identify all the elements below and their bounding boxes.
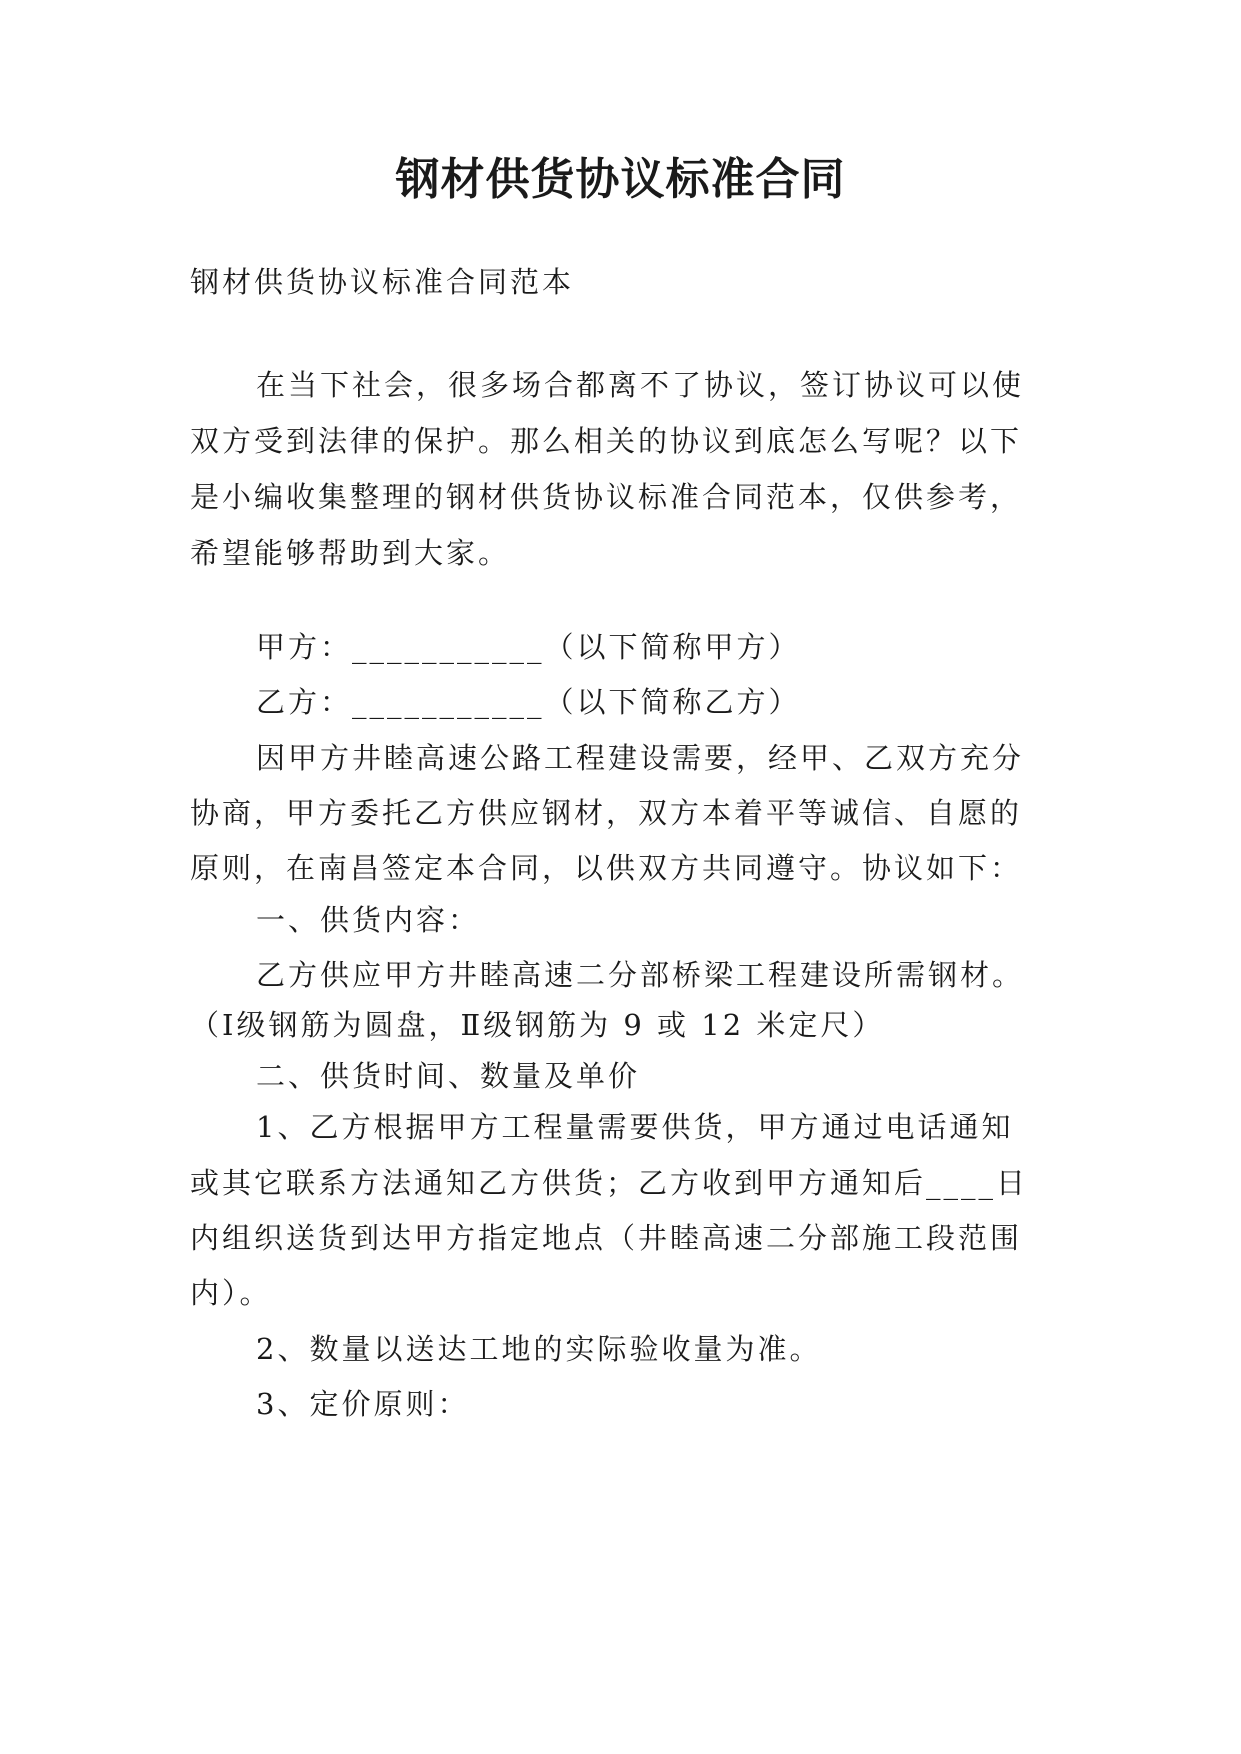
section-1-line: （Ⅰ级钢筋为圆盘，Ⅱ级钢筋为 9 或 12 米定尺） xyxy=(190,1008,885,1042)
clause-1-line: 1、乙方根据甲方工程量需要供货，甲方通过电话通知 xyxy=(256,1110,1014,1144)
clause-2-line: 2、数量以送达工地的实际验收量为准。 xyxy=(256,1332,822,1366)
intro-paragraph-line: 希望能够帮助到大家。 xyxy=(190,536,511,570)
section-2-heading: 二、供货时间、数量及单价 xyxy=(256,1059,641,1093)
party-b-line: 乙方：___________（以下简称乙方） xyxy=(256,685,801,719)
document-subtitle: 钢材供货协议标准合同范本 xyxy=(190,265,575,299)
preamble-line: 因甲方井睦高速公路工程建设需要，经甲、乙双方充分 xyxy=(256,741,1025,775)
clause-3-line: 3、定价原则： xyxy=(256,1387,470,1421)
clause-1-line: 或其它联系方法通知乙方供货；乙方收到甲方通知后____日 xyxy=(190,1166,1029,1200)
document-title: 钢材供货协议标准合同 xyxy=(395,154,846,205)
clause-1-line: 内）。 xyxy=(190,1276,272,1310)
intro-paragraph-line: 是小编收集整理的钢材供货协议标准合同范本，仅供参考， xyxy=(190,480,1023,514)
section-1-heading: 一、供货内容： xyxy=(256,903,481,937)
preamble-line: 协商，甲方委托乙方供应钢材，双方本着平等诚信、自愿的 xyxy=(190,796,1023,830)
section-1-line: 乙方供应甲方井睦高速二分部桥梁工程建设所需钢材。 xyxy=(256,958,1025,992)
intro-paragraph-line: 在当下社会，很多场合都离不了协议，签订协议可以使 xyxy=(256,368,1025,402)
preamble-line: 原则，在南昌签定本合同，以供双方共同遵守。协议如下： xyxy=(190,851,1023,885)
clause-1-line: 内组织送货到达甲方指定地点（井睦高速二分部施工段范围 xyxy=(190,1221,1023,1255)
party-a-line: 甲方：___________（以下简称甲方） xyxy=(256,630,801,664)
intro-paragraph-line: 双方受到法律的保护。那么相关的协议到底怎么写呢？以下 xyxy=(190,424,1023,458)
